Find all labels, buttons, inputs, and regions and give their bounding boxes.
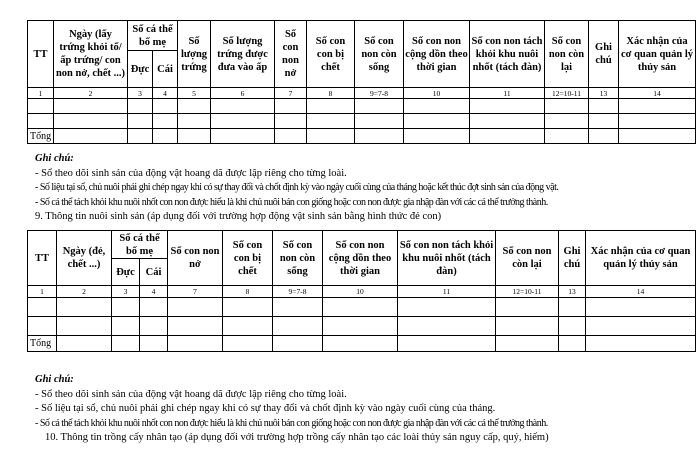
column-number: 4: [153, 88, 178, 99]
note-line: - Số cá thể tách khỏi khu nuôi nhốt con non được hiểu là khi chủ nuôi bán con giống hoặc con non được gia nhập đàn với các cá thể trưởng thành.: [35, 417, 548, 429]
column-number: 5: [178, 88, 211, 99]
column-number: 13: [589, 88, 619, 99]
header-parents: Số cá thể bố mẹ: [112, 231, 168, 259]
table-row: [28, 114, 696, 129]
header-egg-count: Số lượng trứng: [178, 21, 211, 88]
total-row: [28, 129, 696, 144]
header-parents: Số cá thể bố mẹ: [128, 21, 178, 51]
header-female: Cái: [153, 51, 178, 88]
column-number: 14: [586, 286, 696, 298]
total-row: [28, 336, 696, 352]
note-line: - Số liệu tại sổ, chủ nuôi phải ghi chép ngay khi có sự thay đổi và chốt định kỳ vào ngày cuối cùng của tháng hoặc kết thúc đợt sinh sản của động vật.: [35, 182, 559, 193]
header-date: Ngày (đẻ, chết ...): [57, 231, 112, 286]
column-number: 11: [398, 286, 496, 298]
table-row: [28, 317, 696, 336]
note-line: - Số liệu tại sổ, chủ nuôi phải ghi chép ngay khi có sự thay đổi và chốt định kỳ vào ngày cuối cùng của tháng.: [35, 403, 496, 414]
notes-title: Ghi chú:: [35, 374, 74, 385]
column-number: 11: [470, 88, 545, 99]
column-number: 2: [54, 88, 128, 99]
note-line: - Sổ theo dõi sinh sản của động vật hoang dã được lập riêng cho từng loài.: [35, 167, 347, 179]
column-number: 12=10-11: [545, 88, 589, 99]
header-confirmation: Xác nhận của cơ quan quản lý thủy sản: [586, 231, 696, 286]
column-number: 4: [140, 286, 168, 298]
note-line: - Số cá thể tách khỏi khu nuôi nhốt con non được hiểu là khi chủ nuôi bán con giống hoặc con non được gia nhập đàn với các cá thể trưởng thành.: [35, 196, 548, 208]
note-line: - Sổ theo dõi sinh sản của động vật hoang dã được lập riêng cho từng loài.: [35, 388, 347, 400]
notes-block-1: [35, 152, 558, 225]
header-notes: Ghi chú: [559, 231, 586, 286]
header-tt: TT: [28, 21, 54, 88]
header-male: Đực: [112, 259, 140, 286]
header-cumulative: Số con non cộng dồn theo thời gian: [404, 21, 470, 88]
column-number: 10: [323, 286, 398, 298]
header-male: Đực: [128, 51, 153, 88]
header-alive: Số con non còn sống: [273, 231, 323, 286]
header-cumulative: Số con non cộng dồn theo thời gian: [323, 231, 398, 286]
total-label: Tổng: [28, 336, 57, 352]
column-number: 7: [275, 88, 307, 99]
breeding-log-table-live-birth: [27, 230, 696, 352]
column-number: 3: [128, 88, 153, 99]
header-separated: Số con non tách khỏi khu nuôi nhốt (tách đàn): [470, 21, 545, 88]
column-number: 3: [112, 286, 140, 298]
header-eggs-incubated: Số lượng trứng được đưa vào ấp: [211, 21, 275, 88]
header-tt: TT: [28, 231, 57, 286]
column-number: 12=10-11: [496, 286, 559, 298]
column-number: 1: [28, 286, 57, 298]
notes-block-2: [35, 373, 549, 446]
header-separated: Số con non tách khỏi khu nuôi nhốt (tách đàn): [398, 231, 496, 286]
header-alive: Số con non còn sống: [355, 21, 404, 88]
column-number: 13: [559, 286, 586, 298]
column-number: 14: [619, 88, 696, 99]
header-remaining: Số con non còn lại: [496, 231, 559, 286]
header-dead: Số con con bị chết: [307, 21, 355, 88]
section-heading: 9. Thông tin nuôi sinh sản (áp dụng đối với trường hợp động vật sinh sản bằng hình thức đẻ con): [35, 211, 442, 222]
table-row: [28, 99, 696, 114]
header-hatched: Số con non nở: [168, 231, 223, 286]
total-label: Tổng: [28, 129, 54, 144]
column-number: 2: [57, 286, 112, 298]
header-hatched: Số con non nở: [275, 21, 307, 88]
breeding-log-table-eggs: [27, 20, 696, 144]
header-confirmation: Xác nhận của cơ quan quản lý thủy sản: [619, 21, 696, 88]
column-number: 10: [404, 88, 470, 99]
table-row: [28, 298, 696, 317]
column-number: 1: [28, 88, 54, 99]
header-female: Cái: [140, 259, 168, 286]
header-dead: Số con con bị chết: [223, 231, 273, 286]
column-number: 8: [223, 286, 273, 298]
section-heading: 10. Thông tin trồng cấy nhân tạo (áp dụng đối với trường hợp trồng cấy nhân tạo các loài thủy sản nguy cấp, quý, hiếm): [45, 432, 549, 443]
column-number: 8: [307, 88, 355, 99]
header-notes: Ghi chú: [589, 21, 619, 88]
column-number: 9=7-8: [355, 88, 404, 99]
header-date: Ngày (lấy trứng khỏi tổ/ ấp trứng/ con non nở, chết ...): [54, 21, 128, 88]
column-number: 6: [211, 88, 275, 99]
notes-title: Ghi chú:: [35, 153, 74, 164]
column-number: 9=7-8: [273, 286, 323, 298]
header-remaining: Số con non còn lại: [545, 21, 589, 88]
column-number: 7: [168, 286, 223, 298]
